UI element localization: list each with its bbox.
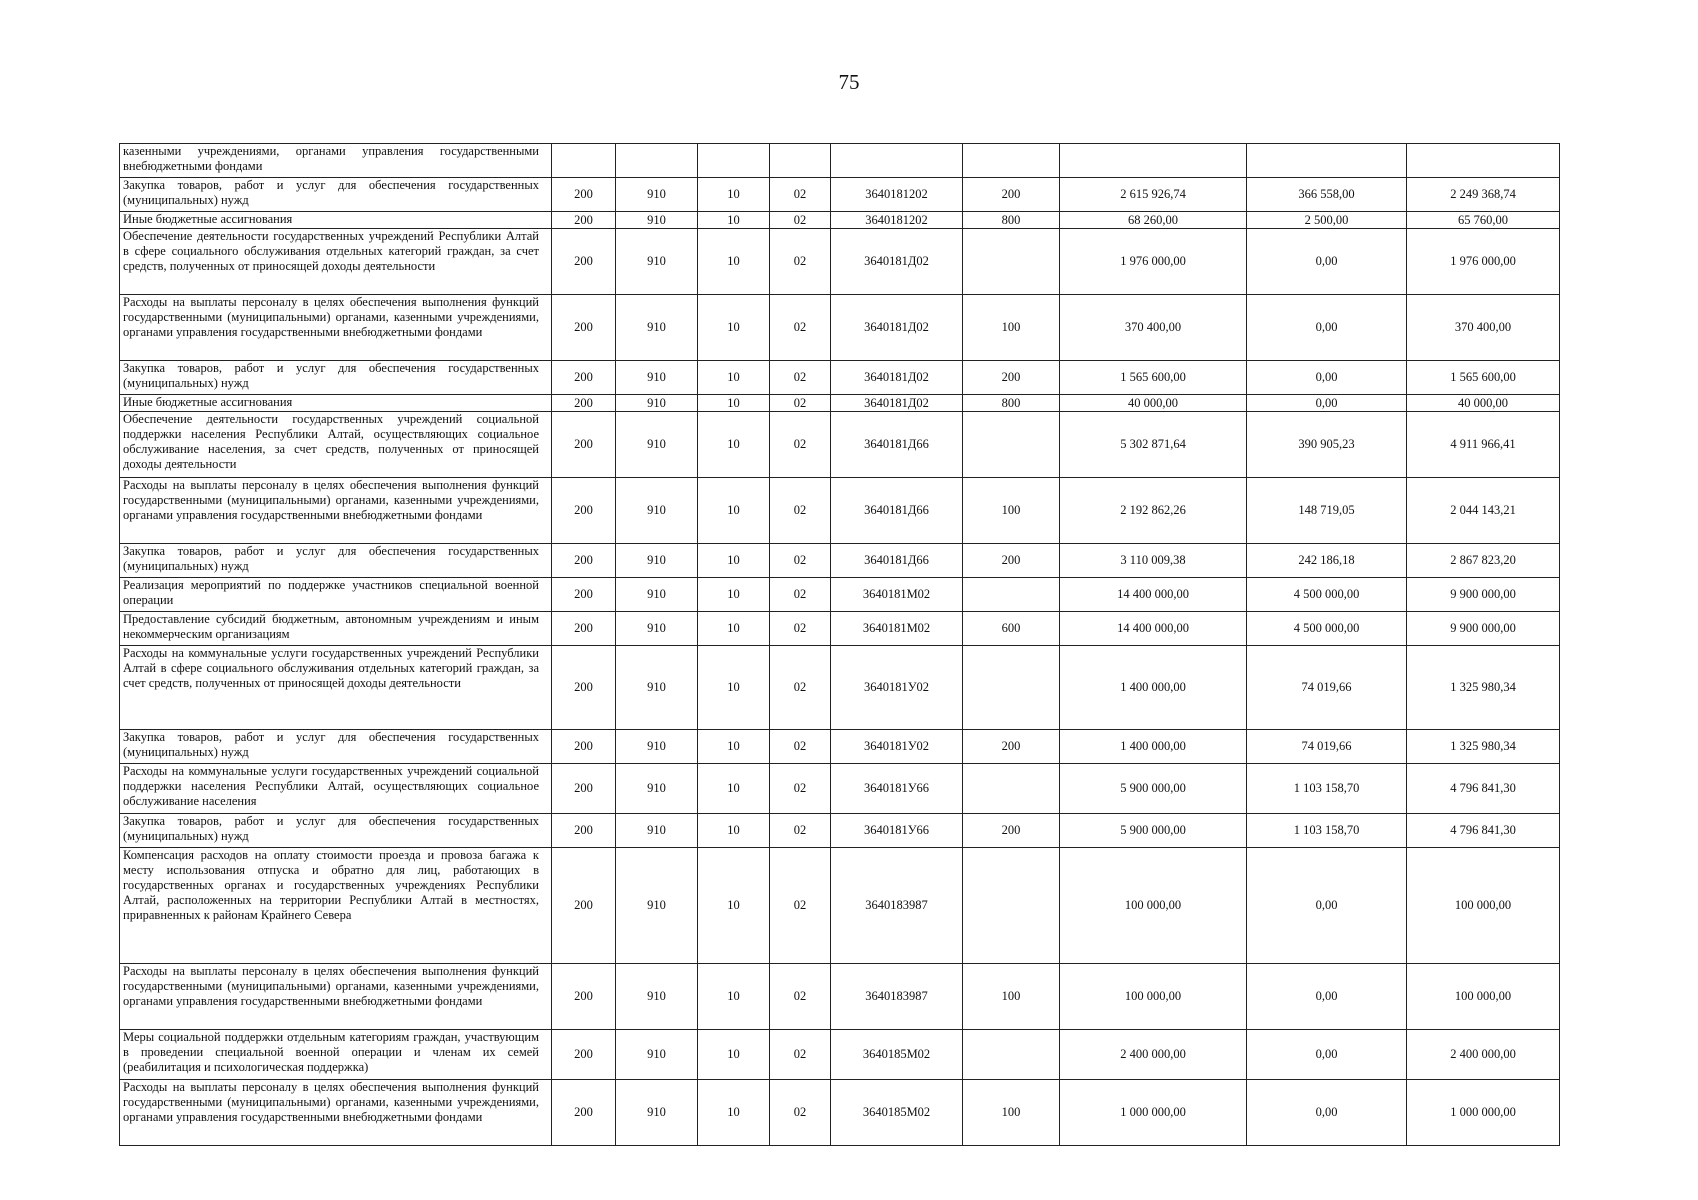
cell-ved: 910 bbox=[616, 412, 698, 478]
cell-pr: 02 bbox=[770, 814, 831, 848]
cell-ved: 910 bbox=[616, 964, 698, 1030]
cell-adm: 200 bbox=[552, 1080, 616, 1146]
table-row bbox=[120, 212, 1560, 229]
cell-rest: 9 900 000,00 bbox=[1407, 612, 1560, 646]
cell-adm: 200 bbox=[552, 848, 616, 964]
table-row bbox=[120, 646, 1560, 730]
cell-ved: 910 bbox=[616, 764, 698, 814]
cell-name: Иные бюджетные ассигнования bbox=[120, 395, 552, 412]
cell-total bbox=[1060, 144, 1247, 178]
cell-vr: 100 bbox=[963, 478, 1060, 544]
cell-name: Иные бюджетные ассигнования bbox=[120, 212, 552, 229]
cell-vr: 100 bbox=[963, 964, 1060, 1030]
cell-pr: 02 bbox=[770, 544, 831, 578]
cell-total: 1 400 000,00 bbox=[1060, 730, 1247, 764]
cell-spent: 2 500,00 bbox=[1247, 212, 1407, 229]
cell-adm: 200 bbox=[552, 964, 616, 1030]
cell-spent: 1 103 158,70 bbox=[1247, 814, 1407, 848]
cell-total: 2 400 000,00 bbox=[1060, 1030, 1247, 1080]
cell-adm: 200 bbox=[552, 1030, 616, 1080]
cell-adm: 200 bbox=[552, 295, 616, 361]
cell-total: 1 565 600,00 bbox=[1060, 361, 1247, 395]
cell-adm: 200 bbox=[552, 412, 616, 478]
cell-name: Расходы на коммунальные услуги государственных учреждений Республики Алтай в сфере социального обслуживания отдельных категорий граждан, за счет средств, полученных от приносящей доходы деятельности bbox=[120, 646, 552, 730]
cell-total: 1 400 000,00 bbox=[1060, 646, 1247, 730]
cell-csr: 3640183987 bbox=[831, 848, 963, 964]
table-row bbox=[120, 544, 1560, 578]
cell-pr: 02 bbox=[770, 178, 831, 212]
cell-name: Закупка товаров, работ и услуг для обеспечения государственных (муниципальных) нужд bbox=[120, 814, 552, 848]
cell-spent: 0,00 bbox=[1247, 964, 1407, 1030]
table-row bbox=[120, 178, 1560, 212]
cell-spent: 0,00 bbox=[1247, 1030, 1407, 1080]
table-row bbox=[120, 295, 1560, 361]
cell-rest: 1 000 000,00 bbox=[1407, 1080, 1560, 1146]
cell-rest: 4 796 841,30 bbox=[1407, 814, 1560, 848]
cell-rz: 10 bbox=[698, 229, 770, 295]
cell-vr: 200 bbox=[963, 730, 1060, 764]
cell-name: Меры социальной поддержки отдельным категориям граждан, участвующим в проведении специальной военной операции и членам их семей (реабилитация и психологическая поддержка) bbox=[120, 1030, 552, 1080]
cell-spent: 4 500 000,00 bbox=[1247, 578, 1407, 612]
cell-pr: 02 bbox=[770, 212, 831, 229]
cell-csr: 3640183987 bbox=[831, 964, 963, 1030]
cell-rest: 40 000,00 bbox=[1407, 395, 1560, 412]
table-row bbox=[120, 848, 1560, 964]
cell-name: казенными учреждениями, органами управления государственными внебюджетными фондами bbox=[120, 144, 552, 178]
cell-csr: 3640181Д02 bbox=[831, 361, 963, 395]
cell-csr: 3640181202 bbox=[831, 178, 963, 212]
cell-spent: 0,00 bbox=[1247, 1080, 1407, 1146]
cell-adm: 200 bbox=[552, 478, 616, 544]
cell-adm: 200 bbox=[552, 178, 616, 212]
cell-total: 100 000,00 bbox=[1060, 964, 1247, 1030]
cell-adm: 200 bbox=[552, 730, 616, 764]
cell-rz: 10 bbox=[698, 544, 770, 578]
cell-rz: 10 bbox=[698, 730, 770, 764]
cell-total: 370 400,00 bbox=[1060, 295, 1247, 361]
page-number: 75 bbox=[838, 70, 860, 94]
cell-total: 40 000,00 bbox=[1060, 395, 1247, 412]
table-row bbox=[120, 730, 1560, 764]
cell-adm: 200 bbox=[552, 361, 616, 395]
table-row bbox=[120, 395, 1560, 412]
cell-pr: 02 bbox=[770, 1080, 831, 1146]
cell-pr bbox=[770, 144, 831, 178]
cell-total: 100 000,00 bbox=[1060, 848, 1247, 964]
cell-csr: 3640181Д02 bbox=[831, 395, 963, 412]
cell-total: 3 110 009,38 bbox=[1060, 544, 1247, 578]
cell-csr: 3640181У02 bbox=[831, 646, 963, 730]
cell-rest: 1 325 980,34 bbox=[1407, 730, 1560, 764]
table-row bbox=[120, 229, 1560, 295]
cell-rest: 100 000,00 bbox=[1407, 848, 1560, 964]
cell-spent: 1 103 158,70 bbox=[1247, 764, 1407, 814]
cell-rz: 10 bbox=[698, 361, 770, 395]
cell-spent: 74 019,66 bbox=[1247, 646, 1407, 730]
cell-rz: 10 bbox=[698, 295, 770, 361]
cell-pr: 02 bbox=[770, 295, 831, 361]
cell-ved bbox=[616, 144, 698, 178]
cell-vr: 200 bbox=[963, 361, 1060, 395]
cell-vr: 200 bbox=[963, 814, 1060, 848]
cell-ved: 910 bbox=[616, 578, 698, 612]
budget-table-body bbox=[120, 144, 1560, 1146]
cell-rz: 10 bbox=[698, 212, 770, 229]
cell-rest bbox=[1407, 144, 1560, 178]
cell-rest: 1 565 600,00 bbox=[1407, 361, 1560, 395]
table-row bbox=[120, 814, 1560, 848]
cell-vr bbox=[963, 646, 1060, 730]
cell-rest: 4 796 841,30 bbox=[1407, 764, 1560, 814]
cell-name: Расходы на выплаты персоналу в целях обеспечения выполнения функций государственными (муниципальными) органами, казенными учреждениями, органами управления государственными внебюджетными фондами bbox=[120, 1080, 552, 1146]
cell-vr: 200 bbox=[963, 178, 1060, 212]
cell-name: Закупка товаров, работ и услуг для обеспечения государственных (муниципальных) нужд bbox=[120, 730, 552, 764]
cell-vr bbox=[963, 1030, 1060, 1080]
cell-name: Расходы на выплаты персоналу в целях обеспечения выполнения функций государственными (муниципальными) органами, казенными учреждениями, органами управления государственными внебюджетными фондами bbox=[120, 295, 552, 361]
cell-rz: 10 bbox=[698, 578, 770, 612]
cell-vr bbox=[963, 412, 1060, 478]
cell-ved: 910 bbox=[616, 229, 698, 295]
cell-name: Обеспечение деятельности государственных учреждений Республики Алтай в сфере социального обслуживания отдельных категорий граждан, за счет средств, полученных от приносящей доходы деятельности bbox=[120, 229, 552, 295]
table-row bbox=[120, 144, 1560, 178]
cell-vr: 800 bbox=[963, 212, 1060, 229]
table-row bbox=[120, 964, 1560, 1030]
cell-pr: 02 bbox=[770, 646, 831, 730]
cell-adm bbox=[552, 144, 616, 178]
cell-spent: 148 719,05 bbox=[1247, 478, 1407, 544]
cell-name: Расходы на коммунальные услуги государственных учреждений социальной поддержки населения Республики Алтай, осуществляющих социальное обслуживание населения bbox=[120, 764, 552, 814]
cell-ved: 910 bbox=[616, 646, 698, 730]
cell-ved: 910 bbox=[616, 814, 698, 848]
cell-pr: 02 bbox=[770, 1030, 831, 1080]
cell-adm: 200 bbox=[552, 395, 616, 412]
cell-rest: 1 325 980,34 bbox=[1407, 646, 1560, 730]
cell-ved: 910 bbox=[616, 544, 698, 578]
cell-adm: 200 bbox=[552, 814, 616, 848]
cell-total: 14 400 000,00 bbox=[1060, 578, 1247, 612]
cell-rz: 10 bbox=[698, 395, 770, 412]
cell-pr: 02 bbox=[770, 395, 831, 412]
cell-pr: 02 bbox=[770, 730, 831, 764]
cell-total: 5 900 000,00 bbox=[1060, 764, 1247, 814]
cell-vr bbox=[963, 578, 1060, 612]
cell-vr bbox=[963, 144, 1060, 178]
cell-rest: 2 867 823,20 bbox=[1407, 544, 1560, 578]
cell-spent: 242 186,18 bbox=[1247, 544, 1407, 578]
cell-rest: 65 760,00 bbox=[1407, 212, 1560, 229]
cell-rz: 10 bbox=[698, 478, 770, 544]
cell-rest: 4 911 966,41 bbox=[1407, 412, 1560, 478]
cell-pr: 02 bbox=[770, 361, 831, 395]
cell-rz: 10 bbox=[698, 1030, 770, 1080]
table-row bbox=[120, 612, 1560, 646]
budget-table bbox=[119, 143, 1560, 1146]
cell-name: Закупка товаров, работ и услуг для обеспечения государственных (муниципальных) нужд bbox=[120, 544, 552, 578]
cell-spent bbox=[1247, 144, 1407, 178]
cell-pr: 02 bbox=[770, 229, 831, 295]
cell-rest: 9 900 000,00 bbox=[1407, 578, 1560, 612]
cell-name: Закупка товаров, работ и услуг для обеспечения государственных (муниципальных) нужд bbox=[120, 361, 552, 395]
cell-rz: 10 bbox=[698, 178, 770, 212]
cell-adm: 200 bbox=[552, 544, 616, 578]
cell-total: 5 302 871,64 bbox=[1060, 412, 1247, 478]
cell-rz: 10 bbox=[698, 848, 770, 964]
cell-spent: 0,00 bbox=[1247, 395, 1407, 412]
table-row bbox=[120, 478, 1560, 544]
cell-spent: 0,00 bbox=[1247, 848, 1407, 964]
cell-pr: 02 bbox=[770, 764, 831, 814]
cell-rest: 370 400,00 bbox=[1407, 295, 1560, 361]
cell-vr: 200 bbox=[963, 544, 1060, 578]
cell-total: 2 615 926,74 bbox=[1060, 178, 1247, 212]
cell-total: 14 400 000,00 bbox=[1060, 612, 1247, 646]
cell-ved: 910 bbox=[616, 1080, 698, 1146]
cell-csr: 3640181Д66 bbox=[831, 544, 963, 578]
cell-adm: 200 bbox=[552, 764, 616, 814]
cell-rz: 10 bbox=[698, 764, 770, 814]
cell-csr: 3640181Д66 bbox=[831, 478, 963, 544]
cell-ved: 910 bbox=[616, 295, 698, 361]
cell-total: 1 000 000,00 bbox=[1060, 1080, 1247, 1146]
cell-spent: 0,00 bbox=[1247, 229, 1407, 295]
cell-rz: 10 bbox=[698, 612, 770, 646]
cell-csr: 3640181202 bbox=[831, 212, 963, 229]
cell-adm: 200 bbox=[552, 212, 616, 229]
cell-rz: 10 bbox=[698, 1080, 770, 1146]
cell-rz: 10 bbox=[698, 412, 770, 478]
cell-name: Закупка товаров, работ и услуг для обеспечения государственных (муниципальных) нужд bbox=[120, 178, 552, 212]
cell-rest: 100 000,00 bbox=[1407, 964, 1560, 1030]
cell-name: Компенсация расходов на оплату стоимости проезда и провоза багажа к месту использования отпуска и обратно для лиц, работающих в государственных органах и государственных учреждениях Республики Алтай, расположенных на территории Республики Алтай в местностях, приравненных к районам Крайнего Севера bbox=[120, 848, 552, 964]
cell-name: Расходы на выплаты персоналу в целях обеспечения выполнения функций государственными (муниципальными) органами, казенными учреждениями, органами управления государственными внебюджетными фондами bbox=[120, 478, 552, 544]
cell-name: Предоставление субсидий бюджетным, автономным учреждениям и иным некоммерческим организациям bbox=[120, 612, 552, 646]
cell-ved: 910 bbox=[616, 395, 698, 412]
cell-csr: 3640181М02 bbox=[831, 612, 963, 646]
cell-vr bbox=[963, 229, 1060, 295]
cell-pr: 02 bbox=[770, 412, 831, 478]
table-row bbox=[120, 1080, 1560, 1146]
cell-spent: 74 019,66 bbox=[1247, 730, 1407, 764]
cell-csr bbox=[831, 144, 963, 178]
cell-vr bbox=[963, 764, 1060, 814]
cell-rz: 10 bbox=[698, 646, 770, 730]
cell-ved: 910 bbox=[616, 212, 698, 229]
table-row bbox=[120, 764, 1560, 814]
cell-pr: 02 bbox=[770, 964, 831, 1030]
cell-rest: 2 044 143,21 bbox=[1407, 478, 1560, 544]
cell-rz: 10 bbox=[698, 964, 770, 1030]
cell-total: 5 900 000,00 bbox=[1060, 814, 1247, 848]
cell-total: 68 260,00 bbox=[1060, 212, 1247, 229]
cell-spent: 366 558,00 bbox=[1247, 178, 1407, 212]
cell-total: 2 192 862,26 bbox=[1060, 478, 1247, 544]
cell-pr: 02 bbox=[770, 612, 831, 646]
cell-ved: 910 bbox=[616, 848, 698, 964]
cell-adm: 200 bbox=[552, 578, 616, 612]
table-row bbox=[120, 412, 1560, 478]
table-row bbox=[120, 1030, 1560, 1080]
table-row bbox=[120, 578, 1560, 612]
cell-rest: 2 400 000,00 bbox=[1407, 1030, 1560, 1080]
cell-ved: 910 bbox=[616, 178, 698, 212]
cell-adm: 200 bbox=[552, 229, 616, 295]
cell-adm: 200 bbox=[552, 612, 616, 646]
cell-total: 1 976 000,00 bbox=[1060, 229, 1247, 295]
cell-spent: 4 500 000,00 bbox=[1247, 612, 1407, 646]
cell-vr: 800 bbox=[963, 395, 1060, 412]
cell-spent: 390 905,23 bbox=[1247, 412, 1407, 478]
cell-pr: 02 bbox=[770, 478, 831, 544]
cell-ved: 910 bbox=[616, 612, 698, 646]
cell-rz bbox=[698, 144, 770, 178]
cell-csr: 3640181У66 bbox=[831, 814, 963, 848]
cell-ved: 910 bbox=[616, 1030, 698, 1080]
cell-rz: 10 bbox=[698, 814, 770, 848]
cell-name: Реализация мероприятий по поддержке участников специальной военной операции bbox=[120, 578, 552, 612]
cell-csr: 3640181У02 bbox=[831, 730, 963, 764]
cell-vr: 100 bbox=[963, 1080, 1060, 1146]
cell-adm: 200 bbox=[552, 646, 616, 730]
cell-csr: 3640185М02 bbox=[831, 1030, 963, 1080]
cell-ved: 910 bbox=[616, 478, 698, 544]
cell-spent: 0,00 bbox=[1247, 295, 1407, 361]
cell-ved: 910 bbox=[616, 361, 698, 395]
cell-csr: 3640181У66 bbox=[831, 764, 963, 814]
cell-csr: 3640181Д66 bbox=[831, 412, 963, 478]
cell-csr: 3640181Д02 bbox=[831, 295, 963, 361]
cell-spent: 0,00 bbox=[1247, 361, 1407, 395]
cell-vr: 100 bbox=[963, 295, 1060, 361]
cell-pr: 02 bbox=[770, 848, 831, 964]
cell-csr: 3640181М02 bbox=[831, 578, 963, 612]
cell-vr: 600 bbox=[963, 612, 1060, 646]
cell-rest: 1 976 000,00 bbox=[1407, 229, 1560, 295]
table-row bbox=[120, 361, 1560, 395]
cell-csr: 3640185М02 bbox=[831, 1080, 963, 1146]
cell-pr: 02 bbox=[770, 578, 831, 612]
cell-rest: 2 249 368,74 bbox=[1407, 178, 1560, 212]
cell-csr: 3640181Д02 bbox=[831, 229, 963, 295]
cell-name: Расходы на выплаты персоналу в целях обеспечения выполнения функций государственными (муниципальными) органами, казенными учреждениями, органами управления государственными внебюджетными фондами bbox=[120, 964, 552, 1030]
cell-name: Обеспечение деятельности государственных учреждений социальной поддержки населения Республики Алтай, осуществляющих социальное обслуживание населения, за счет средств, полученных от приносящей доходы деятельности bbox=[120, 412, 552, 478]
cell-vr bbox=[963, 848, 1060, 964]
cell-ved: 910 bbox=[616, 730, 698, 764]
